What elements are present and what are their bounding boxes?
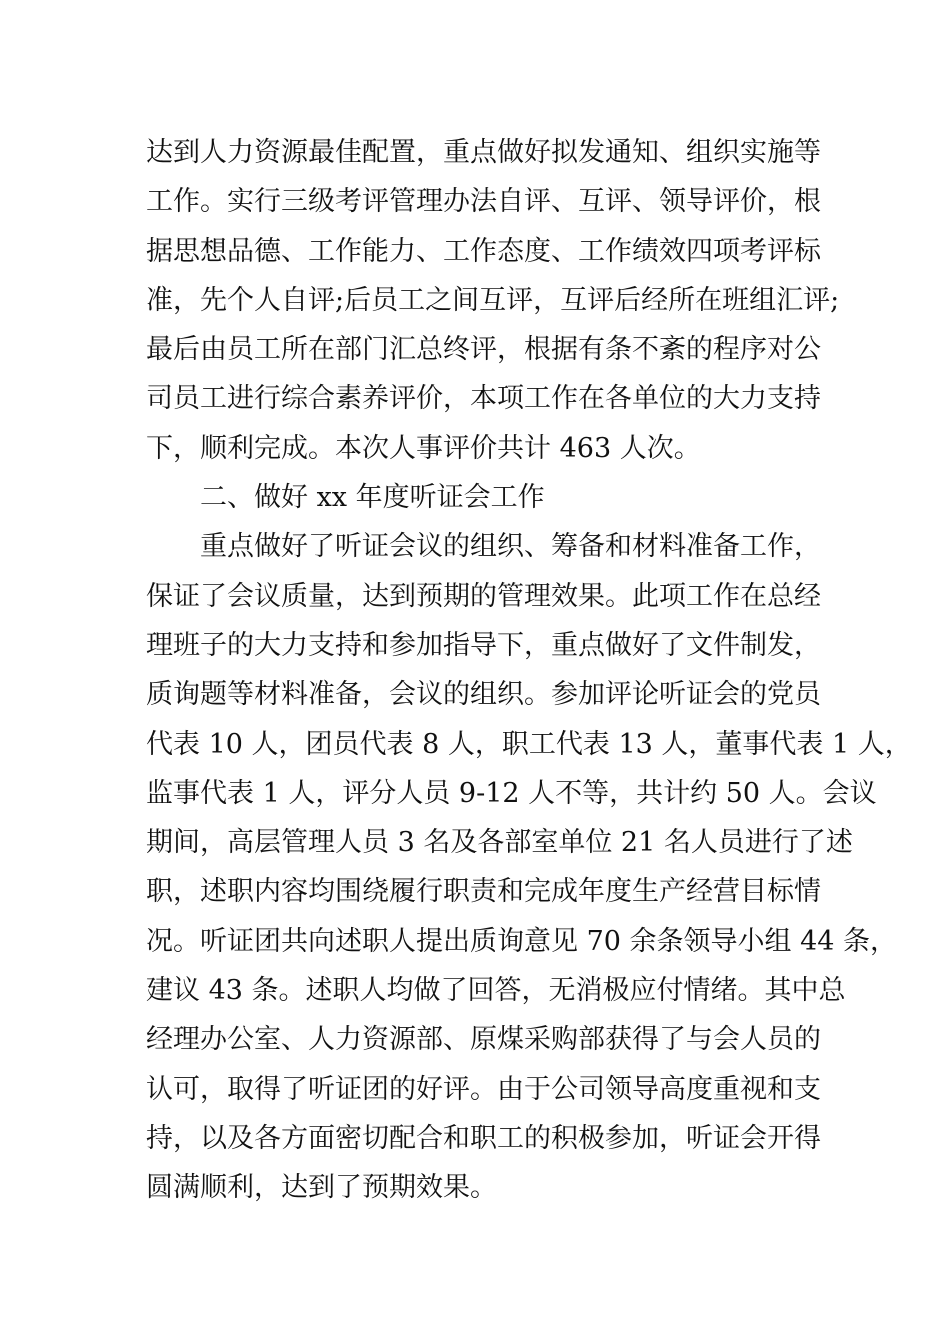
paragraph-2 bbox=[146, 522, 912, 1212]
section-heading: 二、做好 xx 年度听证会工作 bbox=[200, 482, 545, 514]
text-line: 达到人力资源最佳配置，重点做好拟发通知、组织实施等 bbox=[146, 137, 821, 168]
text-line: 圆满顺利，达到了预期效果。 bbox=[146, 1172, 497, 1204]
text-line: 认可，取得了听证团的好评。由于公司领导高度重视和支 bbox=[146, 1073, 821, 1105]
text-line: 建议 43 条。述职人均做了回答，无消极应付情绪。其中总 bbox=[146, 975, 846, 1007]
text-line: 司员工进行综合素养评价，本项工作在各单位的大力支持 bbox=[146, 383, 821, 415]
text-line: 质询题等材料准备，会议的组织。参加评论听证会的党员 bbox=[146, 679, 821, 711]
text-line: 期间，高层管理人员 3 名及各部室单位 21 名人员进行了述 bbox=[146, 827, 853, 859]
text-line: 准，先个人自评;后员工之间互评，互评后经所在班组汇评; bbox=[146, 284, 840, 316]
text-line: 下，顺利完成。本次人事评价共计 463 人次。 bbox=[146, 432, 701, 464]
text-line: 持，以及各方面密切配合和职工的积极参加，听证会开得 bbox=[146, 1122, 821, 1154]
text-line: 据思想品德、工作能力、工作态度、工作绩效四项考评标 bbox=[146, 235, 821, 267]
text-line: 保证了会议质量，达到预期的管理效果。此项工作在总经 bbox=[146, 580, 821, 612]
text-line: 工作。实行三级考评管理办法自评、互评、领导评价，根 bbox=[146, 186, 821, 218]
paragraph-1 bbox=[146, 128, 840, 473]
text-line: 重点做好了听证会议的组织、筹备和材料准备工作， bbox=[200, 531, 821, 563]
document-body bbox=[146, 128, 912, 1213]
text-line: 经理办公室、人力资源部、原煤采购部获得了与会人员的 bbox=[146, 1024, 821, 1056]
text-line: 最后由员工所在部门汇总终评，根据有条不紊的程序对公 bbox=[146, 334, 821, 366]
text-line: 况。听证团共向述职人提出质询意见 70 余条领导小组 44 条， bbox=[146, 925, 898, 957]
text-line: 职，述职内容均围绕履行职责和完成年度生产经营目标情 bbox=[146, 876, 821, 908]
text-line: 监事代表 1 人，评分人员 9-12 人不等，共计约 50 人。会议 bbox=[146, 777, 877, 809]
text-line: 理班子的大力支持和参加指导下，重点做好了文件制发， bbox=[146, 629, 821, 661]
text-line: 代表 10 人，团员代表 8 人，职工代表 13 人，董事代表 1 人， bbox=[146, 728, 912, 760]
